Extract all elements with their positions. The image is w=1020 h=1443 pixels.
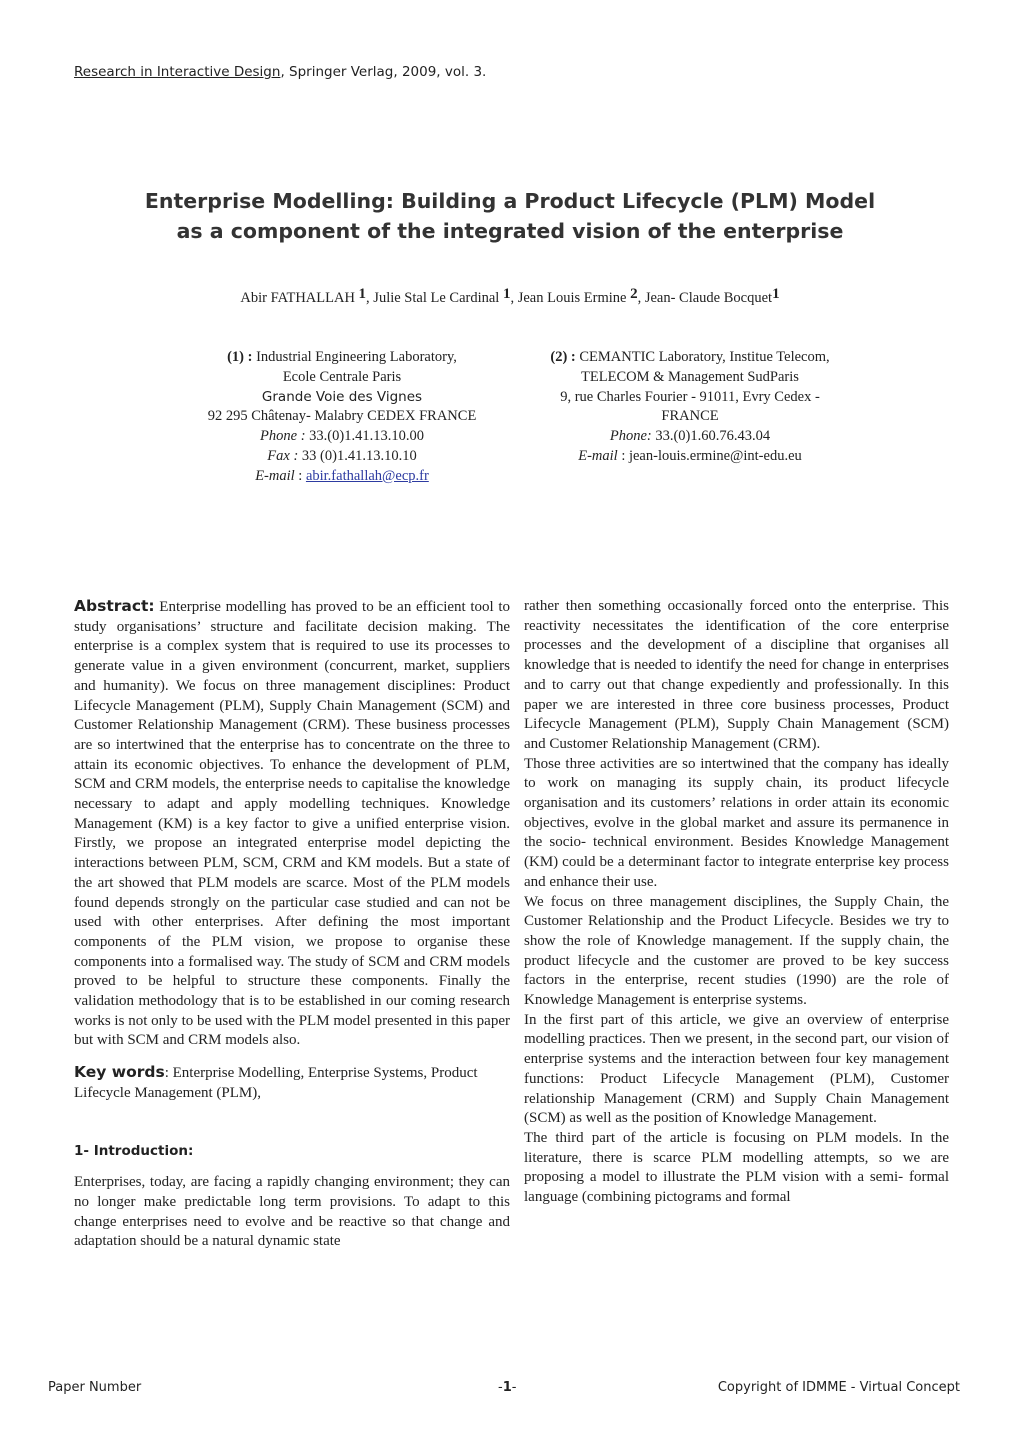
right-column xyxy=(524,597,949,1208)
running-header xyxy=(74,64,486,80)
footer-copyright: Copyright of IDMME - Virtual Concept xyxy=(717,1380,960,1395)
affiliation-school: TELECOM & Management SudParis xyxy=(581,368,799,385)
keywords-colon: : xyxy=(164,1065,169,1082)
author-separator: , xyxy=(366,290,374,306)
author-name: Julie Stal Le Cardinal xyxy=(373,290,503,306)
email-address: : jean-louis.ermine@int-edu.eu xyxy=(617,447,802,464)
email-label: E-mail xyxy=(578,447,618,464)
left-column xyxy=(74,597,510,1252)
affiliation-2 xyxy=(520,348,860,467)
affiliation-country: FRANCE xyxy=(661,408,719,425)
footer-paper-number: Paper Number xyxy=(48,1380,142,1395)
author-separator: , xyxy=(637,290,645,306)
phone-label: Phone : xyxy=(260,428,310,445)
page-dash: - xyxy=(498,1380,503,1395)
affiliation-1 xyxy=(172,348,512,487)
journal-name: Research in Interactive Design xyxy=(74,64,281,80)
affiliation-marker: (1) : xyxy=(227,349,257,365)
phone-number: 33.(0)1.60.76.43.04 xyxy=(651,428,771,445)
page-dash: - xyxy=(511,1380,517,1395)
introduction-paragraph: Enterprises, today, are facing a rapidly changing environment; they can no longer make predictable long term provisions. To adapt to this change enterprises need to evolve and be reactive so that change and adaptation should be a natural dynamic state xyxy=(74,1174,510,1250)
author-affiliation-number: 2 xyxy=(630,286,638,302)
title-line-1: Enterprise Modelling: Building a Product Lifecycle (PLM) Model xyxy=(144,189,876,213)
journal-details: , Springer Verlag, 2009, vol. 3. xyxy=(280,64,487,80)
email-label: E-mail xyxy=(255,467,295,484)
fax-label: Fax : xyxy=(267,447,302,464)
paper-title xyxy=(40,186,980,246)
body-paragraph: In the first part of this article, we give an overview of enterprise modelling practices. Then we present, in the second part, our vision of enterprise systems and the interaction between four key management functions: Product Lifecycle Management (PLM), Customer relationship Management (CRM) and Supply Chain Management (SCM) as well as the position of Knowledge Management. xyxy=(524,1011,949,1127)
author-affiliation-number: 1 xyxy=(358,286,367,302)
author-name: Abir FATHALLAH xyxy=(240,290,359,306)
author-affiliation-number: 1 xyxy=(772,286,780,302)
affiliation-street: Grande Voie des Vignes xyxy=(261,388,423,405)
section-heading-introduction: 1- Introduction: xyxy=(74,1142,194,1159)
title-line-2: as a component of the integrated vision of the enterprise xyxy=(176,219,844,243)
phone-number: 33.(0)1.41.13.10.00 xyxy=(309,428,424,445)
email-separator: : xyxy=(294,467,306,484)
page-number: 1 xyxy=(502,1380,512,1395)
affiliation-marker: (2) : xyxy=(550,349,580,365)
affiliation-school: Ecole Centrale Paris xyxy=(282,368,402,385)
abstract-text: Enterprise modelling has proved to be an efficient tool to study organisations’ structure and facilitate decision making. The enterprise is a complex system that is required to use its processes to generate value in a given environment (concurrent, market, suppliers and humanity). We focus on three management disciplines: Product Lifecycle Management (PLM), Supply Chain Management (SCM) and Customer Relationship Management (CRM). These business processes are so intertwined that the enterprise has to concentrate on the three to attain its economic objectives. To enhance the development of PLM, SCM and CRM models, the enterprise needs to capitalise the knowledge necessary to adapt and apply modelling techniques. Knowledge Management (KM) is a key factor to give a unified enterprise vision. Firstly, we propose an integrated enterprise model depicting the interactions between PLM, SCM, CRM and KM models. But a state of the art showed that PLM models are scarce. Most of the PLM models found depends strongly on the particular case studied and can not be used with other enterprises. After defining the most important components of the PLM vision, we propose to organise these components into a formalised way. The study of SCM and CRM models proved to be helpful to structure these components. Finally the validation methodology that is to be established in our coming research works is not only to be used with the PLM model presented in this paper but with SCM and CRM models also. xyxy=(74,599,510,1049)
phone-label: Phone: xyxy=(609,428,652,445)
author-affiliation-number: 1 xyxy=(502,286,511,302)
keywords-paragraph xyxy=(74,1063,510,1103)
author-list xyxy=(40,286,980,307)
abstract-label: Abstract: xyxy=(74,597,155,615)
keywords-label: Key words xyxy=(74,1063,165,1082)
keywords-text: Enterprise Modelling, Enterprise Systems, Product Lifecycle Management (PLM), xyxy=(74,1065,478,1101)
body-paragraph: The third part of the article is focusing on PLM models. In the literature, there is scarce PLM modelling attempts, so we are proposing a model to illustrate the PLM vision with a semi- formal language (combining pictograms and formal xyxy=(524,1129,949,1206)
body-paragraph: rather then something occasionally forced onto the enterprise. This reactivity necessitates the identification of the core enterprise processes and the development of a discipline that organises all knowledge that is needed to identify the need for change in enterprises and to carry out that change expediently and professionally. In this paper we are interested in three core business processes, Product Lifecycle Management (PLM), Supply Chain Management (SCM) and Customer Relationship Management (CRM). xyxy=(524,598,949,752)
author-separator: , xyxy=(510,290,518,306)
body-paragraph: We focus on three management disciplines, the Supply Chain, the Customer Relationship and the Product Lifecycle. Besides we try to show the role of Knowledge management. If the supply chain, the product lifecycle and the customer are proved to be key success factors in the enterprise, recent studies (1990) are the role of Knowledge Management is enterprise systems. xyxy=(524,893,949,1009)
email-link[interactable]: abir.fathallah@ecp.fr xyxy=(305,467,429,484)
affiliation-lab: CEMANTIC Laboratory, Institue Telecom, xyxy=(579,349,830,365)
fax-number: 33 (0)1.41.13.10.10 xyxy=(301,447,417,464)
abstract-paragraph xyxy=(74,597,510,1051)
affiliation-lab: Industrial Engineering Laboratory, xyxy=(256,349,457,365)
affiliation-city: 92 295 Châtenay- Malabry CEDEX FRANCE xyxy=(207,408,477,425)
footer-page-number xyxy=(498,1380,516,1395)
author-name: Jean- Claude Bocquet xyxy=(644,290,773,306)
author-name: Jean Louis Ermine xyxy=(517,290,631,306)
affiliation-street: 9, rue Charles Fourier - 91011, Evry Cedex - xyxy=(560,388,820,405)
body-paragraph: Those three activities are so intertwined that the company has ideally to work on managing its supply chain, its product lifecycle organisation and its customers’ relations in order attain its economic objectives, evolve in the global market and assure its permanence in the socio- technical environment. Besides Knowledge Management (KM) could be a determinant factor to integrate enterprise key process and enhance their use. xyxy=(524,755,949,890)
